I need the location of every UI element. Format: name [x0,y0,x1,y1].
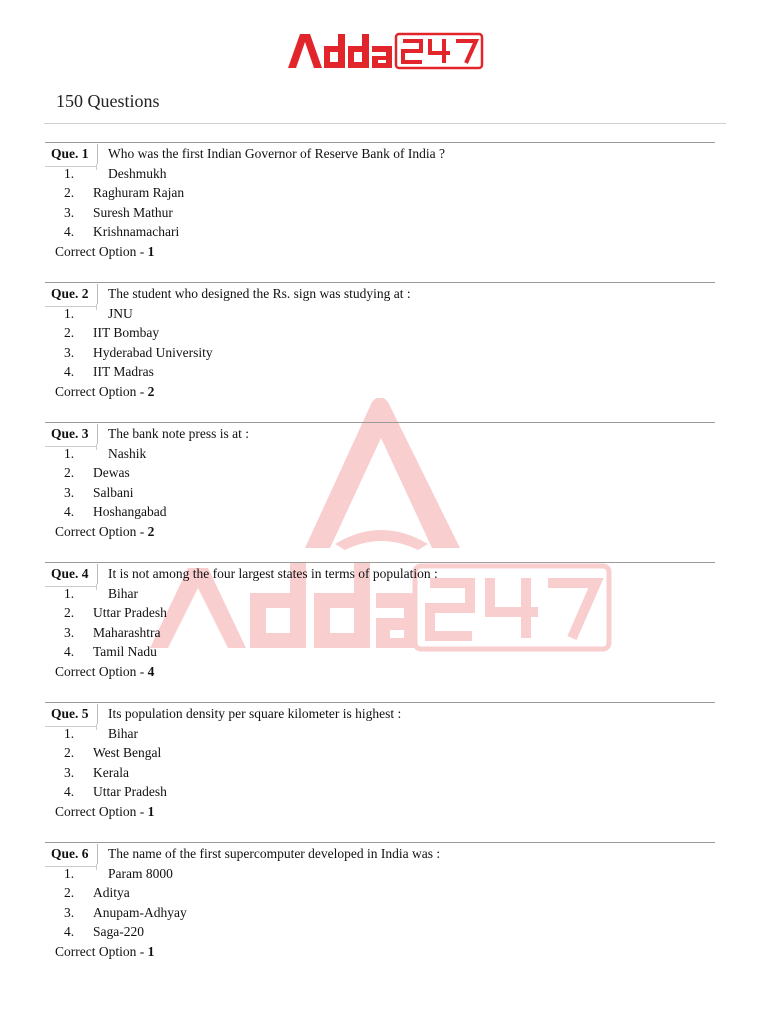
option-number: 2. [64,745,75,760]
title-divider [44,123,726,124]
option-number: 4. [64,784,75,799]
option-text: Deshmukh [108,166,167,181]
option-number: 4. [64,364,75,379]
question-divider [45,562,715,563]
correct-option-label: Correct Option - [55,944,148,959]
correct-option-value: 1 [147,244,155,259]
option-text: Maharashtra [93,625,161,640]
question-block [0,142,768,272]
question-divider [45,422,715,423]
option-number: 2. [64,885,75,900]
option-number: 1. [64,446,75,461]
column-separator [97,564,98,584]
question-block [0,702,768,832]
option-text: Saga-220 [93,924,144,939]
correct-option-label: Correct Option - [55,244,148,259]
option-number: 1. [64,586,75,601]
option-text: Tamil Nadu [93,644,157,659]
column-separator [97,704,98,724]
option-number: 4. [64,504,75,519]
question-block [0,842,768,972]
option-text: IIT Bombay [93,325,160,340]
question-text: The student who designed the Rs. sign was studying at : [108,286,411,301]
option-number: 2. [64,465,75,480]
option-number: 3. [64,345,75,360]
option-number: 2. [64,185,75,200]
option-text: Dewas [93,465,130,480]
correct-option-value: 2 [147,384,155,399]
question-number: Que. 3 [51,426,89,441]
question-divider [45,702,715,703]
option-number: 2. [64,605,75,620]
correct-option [55,524,154,540]
option-number: 3. [64,625,75,640]
option-number: 4. [64,224,75,239]
correct-option-value: 1 [147,944,155,959]
correct-option [55,664,154,680]
question-text: Its population density per square kilometer is highest : [108,706,402,721]
option-number: 4. [64,924,75,939]
option-number: 3. [64,205,75,220]
question-number: Que. 1 [51,146,89,161]
option-number: 2. [64,325,75,340]
adda247-logo [286,32,484,70]
option-text: Bihar [108,726,138,741]
correct-option-label: Correct Option - [55,384,148,399]
option-number: 4. [64,644,75,659]
option-text: Uttar Pradesh [93,784,167,799]
question-divider [45,282,715,283]
page-title: 150 Questions [56,91,160,111]
question-block [0,282,768,412]
question-divider [45,842,715,843]
option-text: Nashik [108,446,147,461]
option-number: 1. [64,726,75,741]
question-number: Que. 6 [51,846,89,861]
question-divider [45,142,715,143]
question-text: Who was the first Indian Governor of Reserve Bank of India ? [108,146,446,161]
option-text: Raghuram Rajan [93,185,185,200]
correct-option-value: 2 [147,524,155,539]
option-number: 1. [64,166,75,181]
column-separator [97,284,98,304]
option-text: West Bengal [93,745,162,760]
option-text: Aditya [93,885,130,900]
option-text: IIT Madras [93,364,154,379]
correct-option-label: Correct Option - [55,804,148,819]
option-text: JNU [108,306,133,321]
option-text: Salbani [93,485,134,500]
correct-option [55,944,154,960]
option-text: Param 8000 [108,866,173,881]
option-text: Anupam-Adhyay [93,905,187,920]
column-separator [97,844,98,864]
correct-option-label: Correct Option - [55,664,148,679]
question-text: It is not among the four largest states in terms of population : [108,566,438,581]
correct-option [55,244,154,260]
option-text: Hoshangabad [93,504,167,519]
correct-option [55,804,154,820]
option-text: Hyderabad University [93,345,213,360]
option-text: Krishnamachari [93,224,180,239]
option-text: Kerala [93,765,129,780]
correct-option-value: 1 [147,804,155,819]
question-number: Que. 2 [51,286,89,301]
option-text: Bihar [108,586,138,601]
option-text: Suresh Mathur [93,205,173,220]
correct-option-label: Correct Option - [55,524,148,539]
option-number: 3. [64,765,75,780]
option-number: 3. [64,905,75,920]
correct-option [55,384,154,400]
question-block [0,422,768,552]
option-number: 3. [64,485,75,500]
question-block [0,562,768,692]
option-number: 1. [64,866,75,881]
question-text: The name of the first supercomputer developed in India was : [108,846,441,861]
column-separator [97,144,98,164]
question-number: Que. 5 [51,706,89,721]
question-text: The bank note press is at : [108,426,249,441]
option-number: 1. [64,306,75,321]
column-separator [97,424,98,444]
correct-option-value: 4 [147,664,155,679]
option-text: Uttar Pradesh [93,605,167,620]
question-number: Que. 4 [51,566,89,581]
